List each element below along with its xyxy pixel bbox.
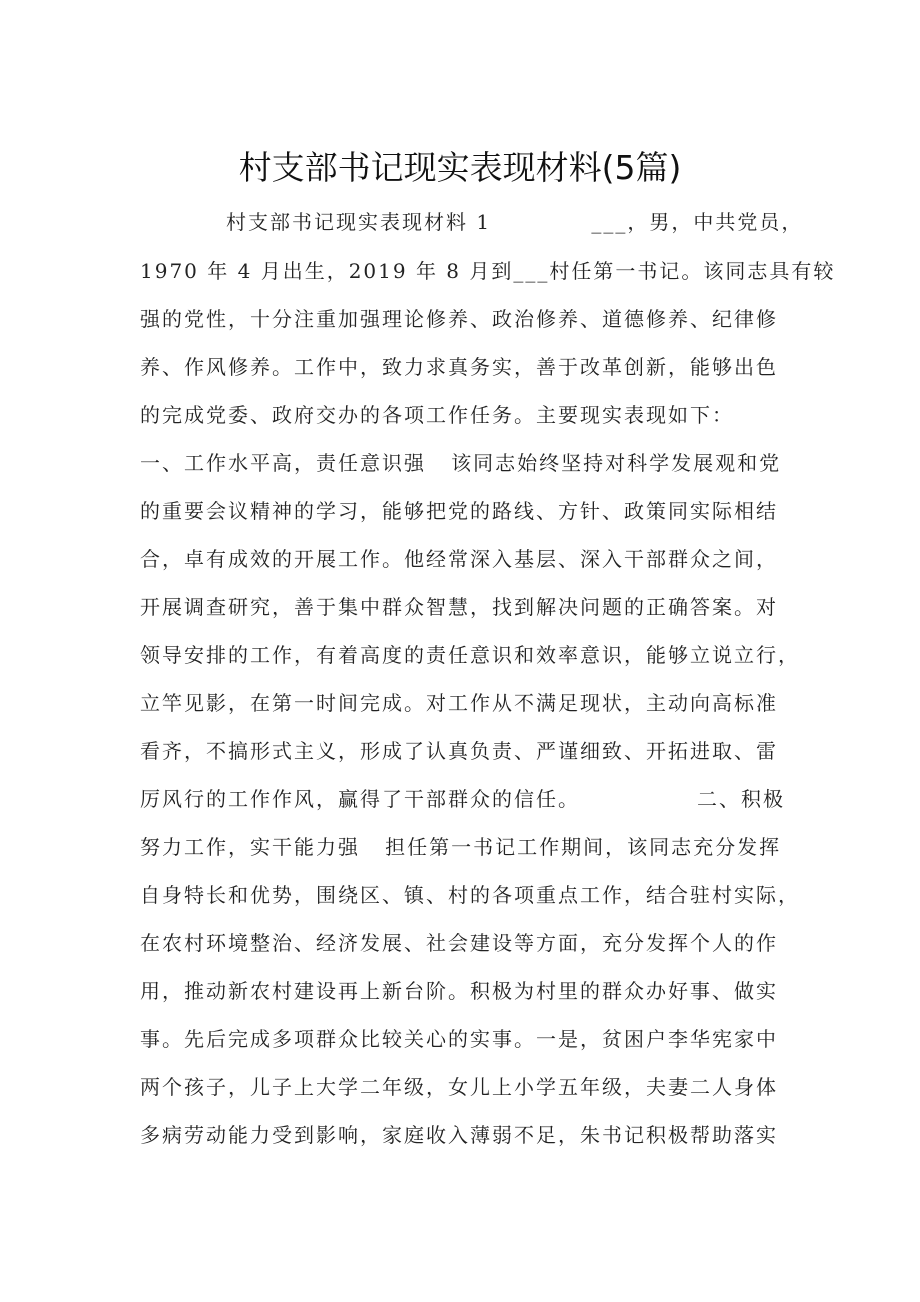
text-line: 强的党性，十分注重加强理论修养、政治修养、道德修养、纪律修	[140, 307, 778, 331]
text-line: 开展调查研究，善于集中群众智慧，找到解决问题的正确答案。对	[140, 595, 778, 619]
text-line: 看齐，不搞形式主义，形成了认真负责、严谨细致、开拓进取、雷	[140, 739, 778, 763]
text-line: 多病劳动能力受到影响，家庭收入薄弱不足，朱书记积极帮助落实	[140, 1123, 778, 1147]
text-line: 领导安排的工作，有着高度的责任意识和效率意识，能够立说立行，	[140, 643, 800, 667]
text-line: 事。先后完成多项群众比较关心的实事。一是，贫困户李华宪家中	[140, 1027, 778, 1051]
text-line: 村支部书记现实表现材料 1 ___，男，中共党员，	[226, 210, 804, 234]
document-title: 村支部书记现实表现材料(5篇)	[238, 148, 682, 187]
section-heading-line: 一、工作水平高，责任意识强 该同志始终坚持对科学发展观和党	[140, 451, 782, 475]
text-line: 在农村环境整治、经济发展、社会建设等方面，充分发挥个人的作	[140, 931, 778, 955]
text-line: 1970 年 4 月出生，2019 年 8 月到___村任第一书记。该同志具有较	[140, 259, 836, 283]
text-line: 的完成党委、政府交办的各项工作任务。主要现实表现如下：	[140, 403, 734, 427]
text-line: 合，卓有成效的开展工作。他经常深入基层、深入干部群众之间，	[140, 547, 778, 571]
text-line: 立竿见影，在第一时间完成。对工作从不满足现状，主动向高标准	[140, 691, 778, 715]
text-line: 的重要会议精神的学习，能够把党的路线、方针、政策同实际相结	[140, 499, 778, 523]
text-line: 自身特长和优势，围绕区、镇、村的各项重点工作，结合驻村实际，	[140, 883, 800, 907]
text-line: 用，推动新农村建设再上新台阶。积极为村里的群众办好事、做实	[140, 979, 778, 1003]
text-line: 厉风行的工作作风，赢得了干部群众的信任。 二、积极	[140, 787, 786, 811]
text-line: 养、作风修养。工作中，致力求真务实，善于改革创新，能够出色	[140, 355, 778, 379]
text-line: 两个孩子，儿子上大学二年级，女儿上小学五年级，夫妻二人身体	[140, 1075, 778, 1099]
section-heading-line: 努力工作，实干能力强 担任第一书记工作期间，该同志充分发挥	[140, 835, 782, 859]
